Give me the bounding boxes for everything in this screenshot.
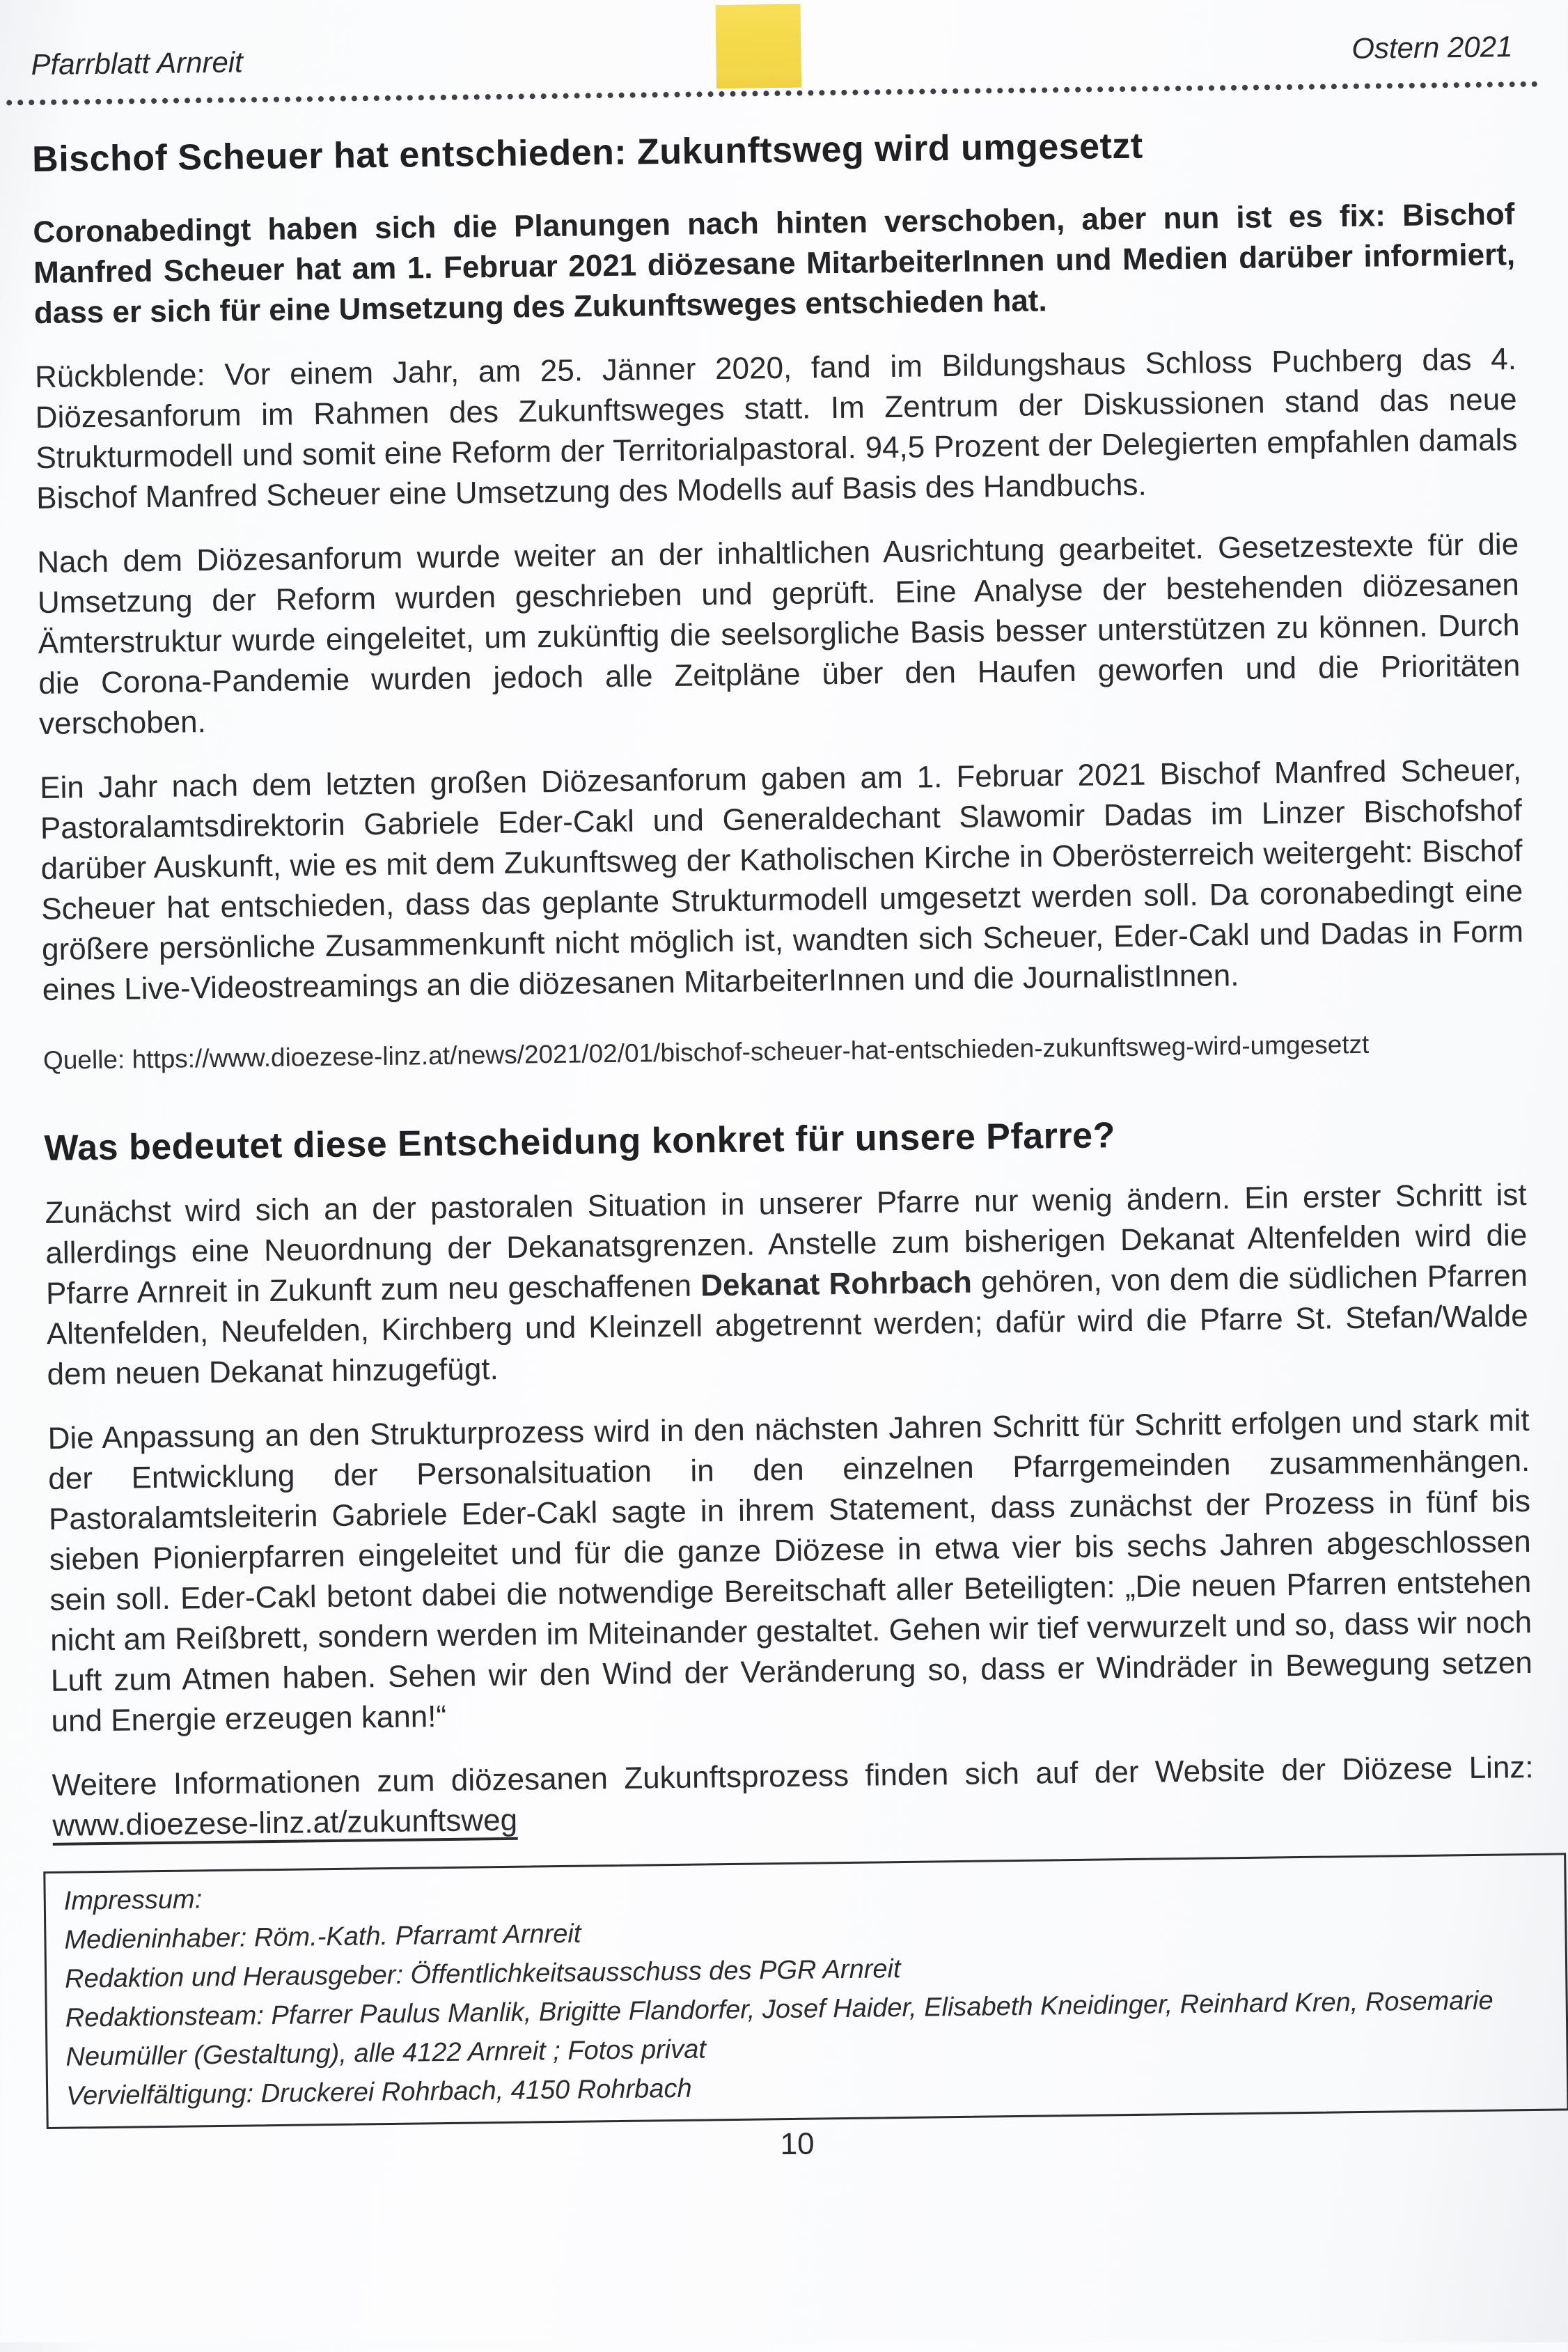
article1-lead: Coronabedingt haben sich die Planungen nach hinten verschoben, aber nun ist es fix: Bischof Manfred Scheuer hat am 1. Februar 2021 diözesane MitarbeiterInnen und Medien darüber informiert, dass er sich für eine Umsetzung des Zukunftsweges entschieden hat.	[33, 197, 1516, 331]
article2-p1-text-after: gehören, von dem die südlichen Pfarren Altenfelden, Neufelden, Kirchberg und Kleinzell abgetrennt werden; dafür wird die Pfarre St. Stefan/Walde dem neuen Dekanat hinzugefügt.	[46, 1258, 1528, 1392]
dekanat-rohrbach-bold: Dekanat Rohrbach	[700, 1265, 973, 1303]
article1-title: Bischof Scheuer hat entschieden: Zukunftsweg wird umgesetzt	[31, 125, 1143, 180]
article1-paragraph-1: Rückblende: Vor einem Jahr, am 25. Jänner 2020, fand im Bildungshaus Schloss Puchberg das 4. Diözesanforum im Rahmen des Zukunftsweges statt. Im Zentrum der Diskussionen stand das neue Strukturmodell und somit eine Reform der Territorialpastoral. 94,5 Prozent der Delegierten empfahlen damals Bischof Manfred Scheuer eine Umsetzung des Modells auf Basis des Handbuchs.	[34, 342, 1518, 516]
more-info-text: Weitere Informationen zum diözesanen Zukunftsprozess finden sich auf der Website der Diözese Linz:	[52, 1750, 1534, 1802]
article1-paragraph-3: Ein Jahr nach dem letzten großen Diözesanforum gaben am 1. Februar 2021 Bischof Manfred Scheuer, Pastoralamtsdirektorin Gabriele Eder-Cakl und Generaldechant Slawomir Dadas im Linzer Bischofshof darüber Auskunft, wie es mit dem Zukunftsweg der Katholischen Kirche in Oberösterreich weitergeht: Bischof Scheuer hat entschieden, dass das geplante Strukturmodell umgesetzt werden soll. Da coronabedingt eine größere persönliche Zusammenkunft nicht möglich ist, wandten sich Scheuer, Eder-Cakl und Dadas in Form eines Live-Videostreamings an die diözesanen MitarbeiterInnen und die JournalistInnen.	[39, 753, 1524, 1008]
zukunftsweg-link[interactable]: www.dioezese-linz.at/zukunftsweg	[52, 1803, 517, 1846]
impressum-vervielfaeltigung: Vervielfältigung: Druckerei Rohrbach, 4150 Rohrbach	[65, 2073, 692, 2111]
newsletter-title: Pfarrblatt Arnreit	[31, 45, 244, 81]
page-number: 10	[780, 2126, 815, 2162]
article2-title: Was bedeutet diese Entscheidung konkret für unsere Pfarre?	[44, 1115, 1116, 1169]
impressum-title: Impressum:	[63, 1885, 203, 1916]
article1-paragraph-2: Nach dem Diözesanforum wurde weiter an der inhaltlichen Ausrichtung gearbeitet. Gesetzestexte für die Umsetzung der Reform wurden geschrieben und geprüft. Eine Analyse der bestehenden diözesanen Ämterstruktur wurde eingeleitet, um zukünftig die seelsorgliche Basis besser unterstützen zu können. Durch die Corona-Pandemie wurden jedoch alle Zeitpläne über den Haufen geworfen und die Prioritäten verschoben.	[36, 527, 1521, 742]
article2-paragraph-2: Die Anpassung an den Strukturprozess wird in den nächsten Jahren Schritt für Schritt erfolgen und stark mit der Entwicklung der Personalsituation in den einzelnen Pfarrgemeinden zusammenhängen. Pastoralamtsleiterin Gabriele Eder-Cakl sagte in ihrem Statement, dass zunächst der Prozess in fünf bis sieben Pionierpfarren eingeleitet und für die ganze Diözese in etwa vier bis sechs Jahren abgeschlossen sein soll. Eder-Cakl betont dabei die notwendige Bereitschaft aller Beteiligten: „Die neuen Pfarren entstehen nicht am Reißbrett, sondern werden im Miteinander gestaltet. Gehen wir tief verwurzelt und so, dass wir noch Luft zum Atmen haben. Sehen wir den Wind der Veränderung so, dass er Windräder in Bewegung setzen und Energie erzeugen kann!“	[47, 1403, 1533, 1738]
impressum-redaktionsteam: Redaktionsteam: Pfarrer Paulus Manlik, Brigitte Flandorfer, Josef Haider, Elisabeth Kneidinger, Reinhard Kren, Rosemarie Neumüller (Gestaltung), alle 4122 Arnreit ; Fotos privat	[65, 1986, 1493, 2072]
source-label: Quelle:	[42, 1045, 125, 1075]
yellow-logo-image	[716, 4, 801, 88]
issue-label: Ostern 2021	[1351, 30, 1513, 65]
impressum-redaktion: Redaktion und Herausgeber: Öffentlichkeitsausschuss des PGR Arnreit	[64, 1954, 901, 1994]
impressum-box	[43, 1853, 1568, 2129]
article2-paragraph-1	[45, 1175, 1528, 1395]
more-info-line	[52, 1747, 1534, 1846]
source-line	[43, 1026, 1525, 1077]
article2-p1-text-before: Zunächst wird sich an der pastoralen Situation in unserer Pfarre nur wenig ändern. Ein erster Schritt ist allerdings eine Neuordnung der Dekanatsgrenzen. Anstelle zum bisherigen Dekanat Altenfelden wird die Pfarre Arnreit in Zukunft zum neu geschaffenen	[45, 1177, 1528, 1311]
source-url: https://www.dioezese-linz.at/news/2021/02/01/bischof-scheuer-hat-entschieden-zukunftsweg-wird-umgesetzt	[132, 1029, 1370, 1074]
impressum-medieninhaber: Medieninhaber: Röm.-Kath. Pfarramt Arnreit	[64, 1919, 581, 1955]
